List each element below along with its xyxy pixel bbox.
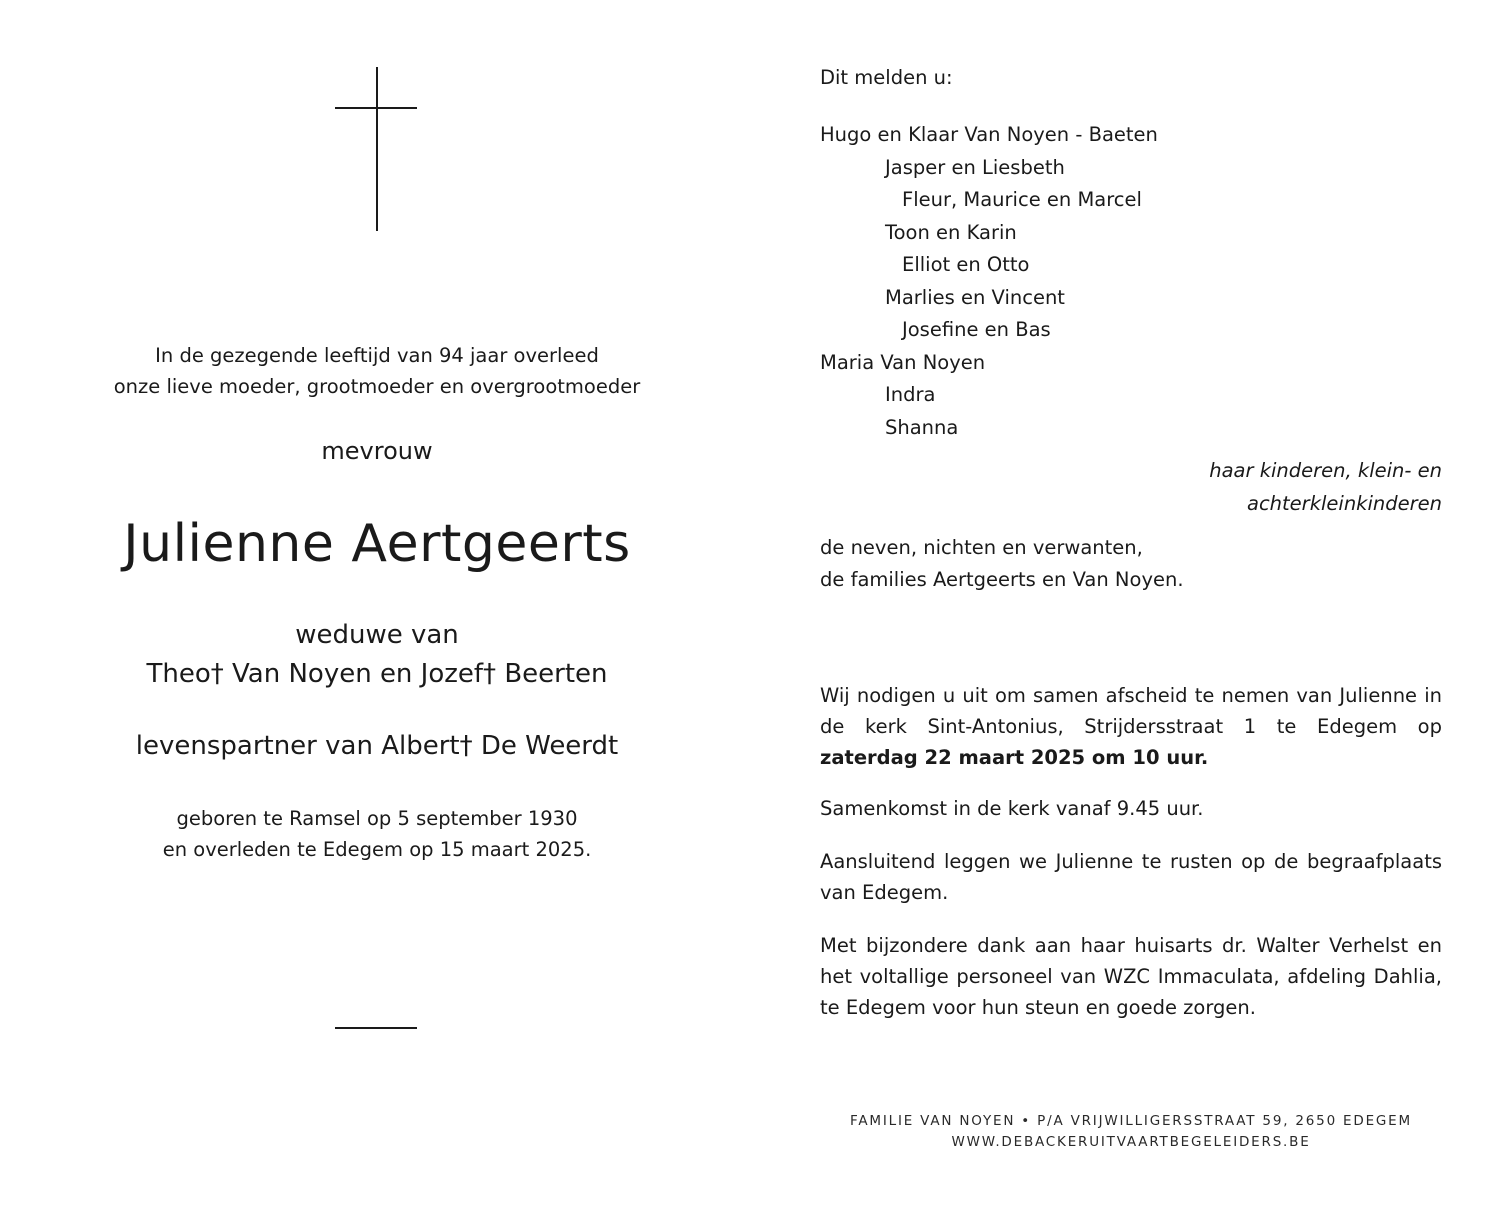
partner-line: levenspartner van Albert† De Weerdt — [135, 731, 619, 761]
intro-line: onze lieve moeder, grootmoeder en overgrootmoeder — [113, 375, 641, 398]
intro-line: In de gezegende leeftijd van 94 jaar overleed — [155, 344, 599, 367]
ceremony-date: zaterdag 22 maart 2025 om 10 uur. — [820, 746, 1209, 769]
birth-death-dates — [60, 803, 694, 865]
gathering-paragraph: Samenkomst in de kerk vanaf 9.45 uur. — [820, 797, 1204, 820]
family-list — [820, 119, 1442, 444]
children-note — [1209, 455, 1442, 520]
burial-paragraph: Aansluitend leggen we Julienne te rusten op de begraafplaats van Edegem. — [820, 850, 1442, 904]
family-member: Hugo en Klaar Van Noyen - Baeten — [820, 123, 1158, 146]
invitation-text: Wij nodigen u uit om samen afscheid te nemen van Julienne in de kerk Sint-Antonius, Strijdersstraat 1 te Edegem op — [820, 684, 1442, 738]
footer — [820, 1111, 1442, 1153]
family-member: Indra — [885, 383, 936, 406]
family-member: Fleur, Maurice en Marcel — [902, 188, 1142, 211]
family-member: Elliot en Otto — [902, 253, 1030, 276]
invitation-paragraph — [820, 680, 1442, 773]
left-panel — [60, 0, 694, 1214]
family-member: Toon en Karin — [885, 220, 1017, 244]
thanks-paragraph: Met bijzondere dank aan haar huisarts dr. Walter Verhelst en het voltallige personeel van WZC Immaculata, afdeling Dahlia, te Edegem voor hun steun en goede zorgen. — [820, 934, 1442, 1019]
relatives-line: de neven, nichten en verwanten, — [820, 536, 1143, 559]
relatives-line: de families Aertgeerts en Van Noyen. — [820, 568, 1184, 591]
intro-text — [60, 340, 694, 402]
family-member: Marlies en Vincent — [885, 285, 1065, 309]
widow-block — [60, 616, 694, 694]
footer-website: WWW.DEBACKERUITVAARTBEGELEIDERS.BE — [951, 1134, 1311, 1150]
footer-address: FAMILIE VAN NOYEN • P/A VRIJWILLIGERSSTRAAT 59, 2650 EDEGEM — [850, 1113, 1412, 1129]
born-line: geboren te Ramsel op 5 september 1930 — [176, 807, 578, 830]
title-mevrouw: mevrouw — [321, 437, 433, 465]
children-note-line: haar kinderen, klein- en — [1209, 459, 1442, 482]
family-member: Josefine en Bas — [902, 318, 1051, 341]
relatives — [820, 532, 1184, 596]
announce-heading: Dit melden u: — [820, 66, 953, 89]
children-note-line: achterkleinkinderen — [1247, 491, 1442, 515]
family-member: Shanna — [885, 415, 959, 439]
died-line: en overleden te Edegem op 15 maart 2025. — [162, 838, 592, 861]
cross-icon — [335, 67, 417, 231]
deceased-name: Julienne Aertgeerts — [123, 514, 631, 574]
divider — [335, 1027, 417, 1029]
widow-of: Theo† Van Noyen en Jozef† Beerten — [146, 659, 608, 689]
widow-label: weduwe van — [295, 620, 459, 650]
right-panel — [820, 0, 1442, 1214]
family-member: Maria Van Noyen — [820, 350, 986, 374]
family-member: Jasper en Liesbeth — [885, 155, 1065, 179]
